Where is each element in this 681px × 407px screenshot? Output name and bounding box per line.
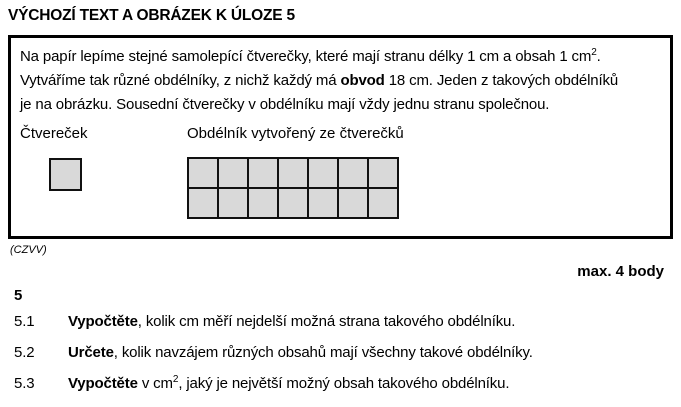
intro-text: [20, 45, 670, 117]
intro-box: [8, 35, 673, 239]
grid-square: [188, 158, 218, 188]
subquestion-5-1: 5.1 Vypočtěte, kolik cm měří nejdelší možná strana takového obdélníku.: [14, 313, 516, 330]
subquestion-5-3: 5.3 Vypočtěte v $cm^2$, jaký je největší možný obsah takového obdélníku.: [14, 374, 510, 392]
question-number: 5: [14, 287, 23, 304]
obvod-emphasis: obvod: [340, 72, 385, 89]
grid-square: [368, 158, 398, 188]
grid-square: [278, 158, 308, 188]
grid-square: [338, 158, 368, 188]
grid-square: [368, 188, 398, 218]
grid-square: [308, 158, 338, 188]
source-citation: (CZVV): [10, 244, 47, 256]
grid-square: [218, 188, 248, 218]
rectangle-label: Obdélník vytvořený ze čtverečků: [187, 125, 404, 142]
grid-square: [218, 158, 248, 188]
single-square-figure: [49, 158, 82, 191]
intro-line1: Na papír lepíme stejné samolepící čtverečky, které mají stranu délky 1 cm a obsah 1 $cm^2$.: [20, 47, 601, 65]
section-heading: VÝCHOZÍ TEXT A OBRÁZEK K ÚLOZE 5: [8, 7, 295, 24]
grid-square: [308, 188, 338, 218]
grid-square: [278, 188, 308, 218]
grid-square: [248, 158, 278, 188]
subquestion-5-2: 5.2 Určete, kolik navzájem různých obsahů mají všechny takové obdélníky.: [14, 344, 533, 361]
rectangle-grid-figure: [187, 157, 399, 219]
square-label: Čtvereček: [20, 125, 88, 142]
grid-square: [248, 188, 278, 218]
grid-square: [188, 188, 218, 218]
intro-line2: Vytváříme tak různé obdélníky, z nichž každý má obvod 18 cm. Jeden z takových obdélníků: [20, 72, 619, 89]
grid-square: [338, 188, 368, 218]
intro-line3: je na obrázku. Sousední čtverečky v obdélníku mají vždy jednu stranu společnou.: [20, 96, 550, 113]
max-points: max. 4 body: [577, 263, 664, 280]
